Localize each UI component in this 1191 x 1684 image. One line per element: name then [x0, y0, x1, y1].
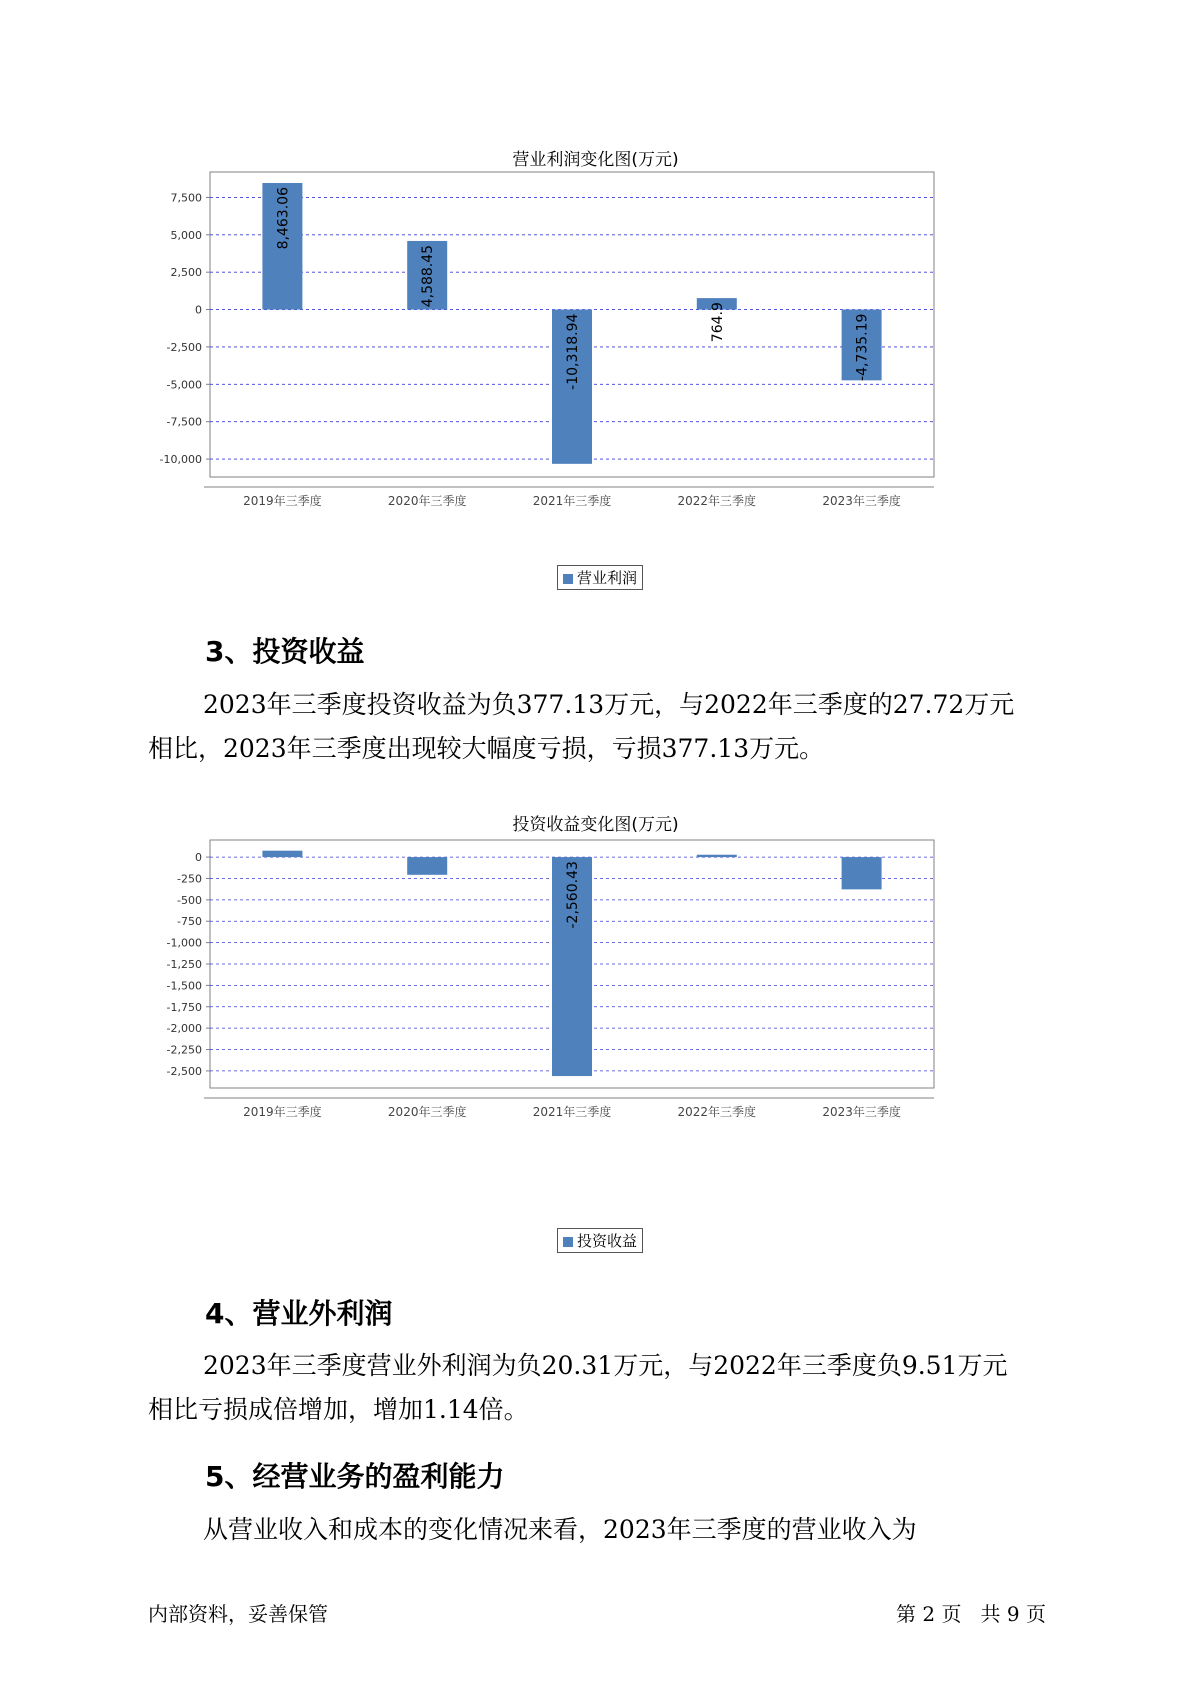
y-tick-label: -10,000	[159, 453, 202, 467]
bar-data-label: 764.9	[709, 302, 726, 343]
chart2-legend	[557, 1228, 643, 1253]
y-tick-label: -500	[177, 893, 202, 907]
chart1-legend	[557, 565, 643, 590]
x-category-label: 2021年三季度	[532, 494, 612, 508]
y-tick-label: -2,500	[166, 340, 202, 354]
y-tick-label: 0	[195, 303, 202, 317]
y-tick-label: -2,000	[166, 1022, 202, 1036]
operating-profit-chart	[150, 170, 1010, 530]
legend-swatch-icon	[563, 574, 573, 584]
footer-page-number: 第 2 页 共 9 页	[896, 1602, 1046, 1626]
bar	[697, 855, 737, 857]
x-category-label: 2022年三季度	[677, 494, 757, 508]
legend-swatch-icon	[563, 1237, 573, 1247]
x-category-label: 2020年三季度	[387, 494, 467, 508]
x-category-label: 2022年三季度	[677, 1105, 757, 1119]
bar-data-label: 8,463.06	[275, 187, 292, 250]
bar	[407, 857, 447, 875]
x-category-label: 2020年三季度	[387, 1105, 467, 1119]
section-4-paragraph-line2: 相比亏损成倍增加，增加1.14倍。	[148, 1395, 529, 1424]
y-tick-label: -750	[177, 915, 202, 929]
y-tick-label: -5,000	[166, 378, 202, 392]
section-4-heading: 4、营业外利润	[205, 1297, 393, 1330]
section-3-paragraph-line1: 2023年三季度投资收益为负377.13万元，与2022年三季度的27.72万元	[203, 690, 1015, 719]
bar-data-label: -10,318.94	[565, 313, 581, 390]
section-4-paragraph-line1: 2023年三季度营业外利润为负20.31万元，与2022年三季度负9.51万元	[203, 1351, 1008, 1380]
chart1-legend-label: 营业利润	[577, 569, 638, 587]
y-tick-label: -1,250	[166, 958, 202, 971]
y-tick-label: -2,250	[166, 1043, 202, 1057]
y-tick-label: 7,500	[170, 191, 202, 205]
y-tick-label: -1,000	[166, 936, 202, 950]
section-3-heading: 3、投资收益	[205, 635, 365, 668]
y-tick-label: 5,000	[170, 228, 202, 242]
bar-data-label: -4,735.19	[854, 313, 871, 381]
x-category-label: 2023年三季度	[822, 1105, 901, 1119]
bar	[842, 857, 882, 889]
section-3-paragraph-line2: 相比，2023年三季度出现较大幅度亏损，亏损377.13万元。	[148, 734, 825, 763]
investment-income-chart	[150, 838, 1010, 1208]
bar-data-label: 4,588.45	[420, 244, 437, 308]
y-tick-label: -250	[177, 872, 202, 886]
y-tick-label: -7,500	[166, 415, 202, 429]
y-tick-label: -1,750	[166, 1000, 202, 1014]
x-category-label: 2019年三季度	[243, 1105, 322, 1119]
chart2-title: 投资收益变化图(万元)	[512, 815, 679, 835]
bar	[262, 851, 302, 857]
section-5-paragraph-line1: 从营业收入和成本的变化情况来看，2023年三季度的营业收入为	[203, 1515, 917, 1544]
y-tick-label: 2,500	[170, 266, 202, 280]
x-category-label: 2019年三季度	[243, 494, 322, 508]
x-category-label: 2021年三季度	[532, 1105, 612, 1119]
chart2-legend-label: 投资收益	[577, 1232, 638, 1250]
y-tick-label: -1,500	[166, 979, 202, 993]
chart1-title: 营业利润变化图(万元)	[512, 150, 679, 170]
x-category-label: 2023年三季度	[822, 494, 901, 508]
section-5-heading: 5、经营业务的盈利能力	[205, 1460, 505, 1493]
y-tick-label: -2,500	[166, 1064, 202, 1078]
y-tick-label: 0	[195, 851, 202, 865]
footer-confidential-note: 内部资料，妥善保管	[148, 1602, 328, 1626]
bar-data-label: -2,560.43	[565, 861, 581, 929]
